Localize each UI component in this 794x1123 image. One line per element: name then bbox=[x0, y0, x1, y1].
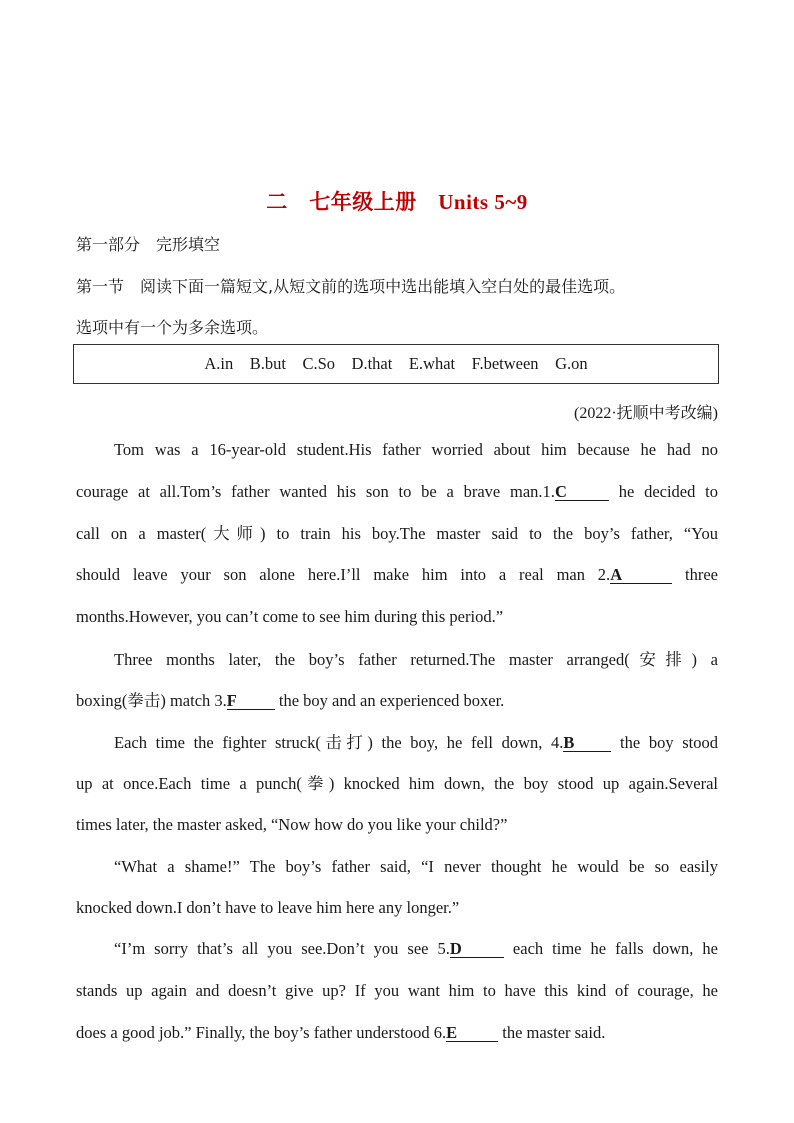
options-box bbox=[73, 344, 719, 384]
passage-line: knocked down.I don’t have to leave him here any longer.” bbox=[76, 898, 460, 917]
answer-blank-2: A bbox=[610, 566, 672, 584]
answer-blank-3: F bbox=[227, 692, 275, 710]
answer-blank-4: B bbox=[563, 734, 611, 752]
option-e: E.what bbox=[408, 354, 456, 373]
passage-line: call on a master(大师) to train his boy.The master said to the boy’s father, “You bbox=[76, 524, 718, 543]
passage-line: times later, the master asked, “Now how do you like your child?” bbox=[76, 815, 508, 834]
passage-line: courage at all.Tom’s father wanted his son to be a brave man.1.C he decided to bbox=[76, 482, 718, 501]
option-c: C.So bbox=[302, 354, 336, 373]
passage-line: should leave your son alone here.I’ll make him into a real man 2.A three bbox=[76, 565, 718, 584]
option-f: F.between bbox=[471, 354, 539, 373]
passage-line: boxing(拳击) match 3.F the boy and an experienced boxer. bbox=[76, 691, 505, 710]
option-a: A.in bbox=[204, 354, 234, 373]
passage-line: Three months later, the boy’s father returned.The master arranged(安排) a bbox=[114, 650, 718, 669]
passage-line: “I’m sorry that’s all you see.Don’t you see 5.D each time he falls down, he bbox=[114, 939, 718, 958]
part-heading: 第一部分 完形填空 bbox=[76, 235, 221, 254]
source-note: (2022·抚顺中考改编) bbox=[574, 405, 718, 422]
passage-line: does a good job.” Finally, the boy’s father understood 6.E the master said. bbox=[76, 1023, 606, 1042]
passage-line: Each time the fighter struck(击打) the boy, he fell down, 4.B the boy stood bbox=[114, 733, 718, 752]
passage-line: up at once.Each time a punch(拳) knocked him down, the boy stood up again.Several bbox=[76, 774, 718, 793]
section-instruction-line-1: 第一节 阅读下面一篇短文,从短文前的选项中选出能填入空白处的最佳选项。 bbox=[76, 277, 626, 296]
passage-line: “What a shame!” The boy’s father said, “I never thought he would be so easily bbox=[114, 857, 718, 876]
section-instruction-line-2: 选项中有一个为多余选项。 bbox=[76, 318, 269, 337]
answer-blank-1: C bbox=[555, 483, 609, 501]
option-g: G.on bbox=[555, 354, 588, 373]
option-d: D.that bbox=[351, 354, 393, 373]
passage-line: months.However, you can’t come to see him during this period.” bbox=[76, 607, 504, 626]
option-b: B.but bbox=[249, 354, 286, 373]
passage-line: stands up again and doesn’t give up? If you want him to have this kind of courage, he bbox=[76, 981, 718, 1000]
page-title: 二 七年级上册 Units 5~9 bbox=[266, 190, 528, 214]
passage-line: Tom was a 16-year-old student.His father worried about him because he had no bbox=[114, 440, 718, 459]
answer-blank-5: D bbox=[450, 940, 504, 958]
answer-blank-6: E bbox=[446, 1024, 498, 1042]
